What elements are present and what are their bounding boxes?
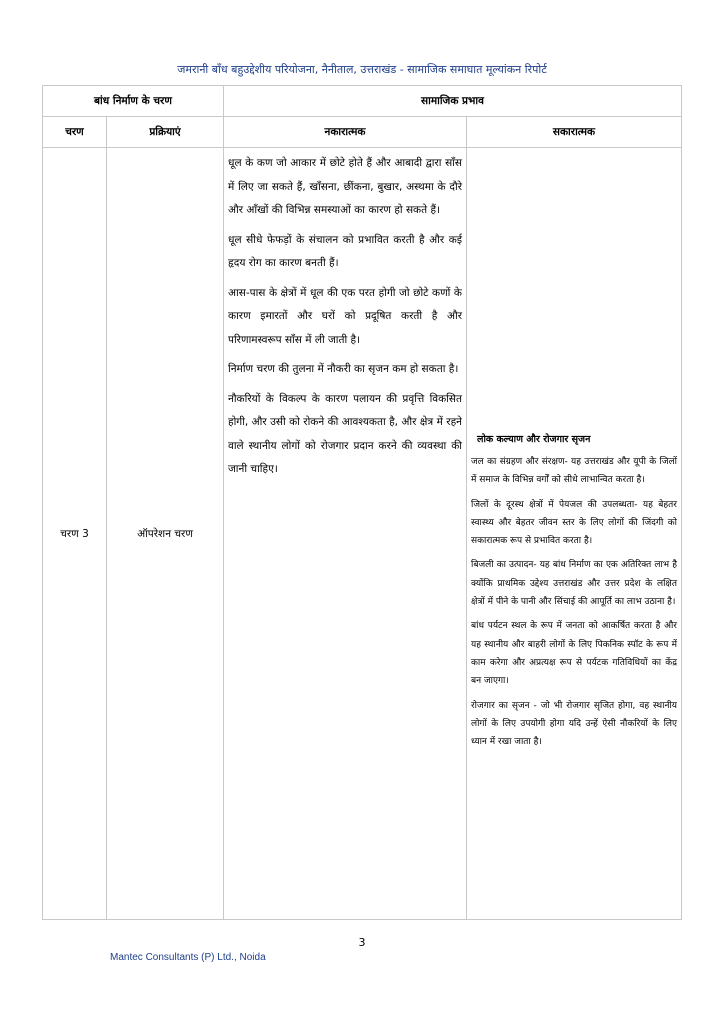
positive-column-header: सकारात्मक bbox=[467, 117, 682, 148]
table-row bbox=[43, 148, 682, 920]
construction-stages-header: बांध निर्माण के चरण bbox=[43, 86, 224, 117]
positive-impact-paragraph: बांध पर्यटन स्थल के रूप में जनता को आकर्षित करता है और यह स्थानीय और बाहरी लोगों के लिए पिकनिक स्पॉट के रूप में काम करेगा और अप्रत्यक्ष रूप से पर्यटक गतिविधियों का केंद्र बन जाएगा। bbox=[471, 621, 677, 687]
negative-column-header: नकारात्मक bbox=[224, 117, 467, 148]
positive-impact-paragraph: जल का संग्रहण और संरक्षण- यह उत्तराखंड और यूपी के जिलों में समाज के विभिन्न वर्गों को सीधे लाभान्वित करता है। bbox=[471, 457, 677, 486]
positive-impacts-title: लोक कल्याण और रोजगार सृजन bbox=[477, 434, 591, 445]
negative-impact-paragraph: निर्माण चरण की तुलना में नौकरी का सृजन कम हो सकता है। bbox=[228, 363, 459, 375]
process-column-header: प्रक्रियाएं bbox=[107, 117, 224, 148]
group-header-row bbox=[43, 86, 682, 117]
negative-impact-paragraph: धूल के कण जो आकार में छोटे होते हैं और आबादी द्वारा साँस में लिए जा सकते हैं, खाँसना, छींकना, बुखार, अस्थमा के दौरे और आँखों की विभिन्न समस्याओं का कारण हो सकते हैं। bbox=[228, 157, 462, 216]
positive-impacts-cell bbox=[467, 148, 682, 920]
stage-cell: चरण 3 bbox=[43, 148, 107, 920]
positive-impact-paragraph: रोजगार का सृजन - जो भी रोजगार सृजित होगा, वह स्थानीय लोगों के लिए उपयोगी होगा यदि उन्हें ऐसी नौकरियों के लिए ध्यान में रखा जाता है। bbox=[471, 700, 677, 748]
negative-impact-paragraph: धूल सीधे फेफड़ों के संचालन को प्रभावित करती है और कई हृदय रोग का कारण बनती हैं। bbox=[228, 233, 462, 269]
negative-impacts-cell bbox=[224, 148, 467, 920]
positive-impact-paragraph: बिजली का उत्पादन- यह बांध निर्माण का एक अतिरिक्त लाभ है क्योंकि प्राथमिक उद्देश्य उत्तराखंड और उत्तर प्रदेश के लक्षित क्षेत्रों में पीने के पानी और सिंचाई की आपूर्ति का लाभ उठाना है। bbox=[471, 560, 677, 608]
page-number: 3 bbox=[358, 936, 366, 949]
social-impact-header: सामाजिक प्रभाव bbox=[224, 86, 682, 117]
negative-impact-paragraph: आस-पास के क्षेत्रों में धूल की एक परत होगी जो छोटे कणों के कारण इमारतों और घरों को प्रदूषित करती है और परिणामस्वरूप साँस में ली जाती है। bbox=[228, 286, 462, 346]
report-header: जमरानी बाँध बहुउद्देशीय परियोजना, नैनीताल, उत्तराखंड - सामाजिक समाघात मूल्यांकन रिपोर्ट bbox=[177, 63, 547, 76]
stage-column-header: चरण bbox=[43, 117, 107, 148]
social-impact-table bbox=[42, 85, 682, 920]
footer-company: Mantec Consultants (P) Ltd., Noida bbox=[110, 952, 266, 963]
column-header-row bbox=[43, 117, 682, 148]
negative-impact-paragraph: नौकरियों के विकल्प के कारण पलायन की प्रवृत्ति विकसित होगी, और उसी को रोकने की आवश्यकता है, और क्षेत्र में रहने वाले स्थानीय लोगों को रोजगार प्रदान करने की व्यवस्था की जानी चाहिए। bbox=[228, 392, 462, 475]
process-cell: ऑपरेशन चरण bbox=[107, 148, 224, 920]
positive-impact-paragraph: जिलों के दूरस्थ क्षेत्रों में पेयजल की उपलब्धता- यह बेहतर स्वास्थ्य और बेहतर जीवन स्तर के लिए लोगों की जिंदगी को सकारात्मक रूप से प्रभावित करता है। bbox=[471, 499, 677, 547]
